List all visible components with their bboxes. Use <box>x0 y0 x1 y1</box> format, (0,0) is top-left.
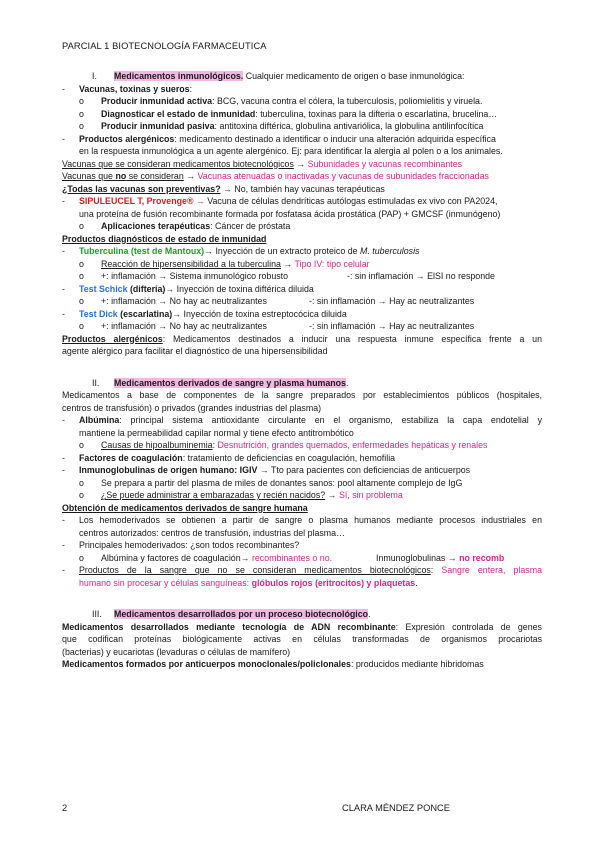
circle-bullet: o <box>79 258 84 269</box>
inmunoglobulinas-answer: no recomb <box>459 552 505 563</box>
tuberculina-text: Inyección de un extracto proteico de <box>215 246 360 256</box>
productos-alergenicos-text-1: : Medicamentos destinados a inducir una respuesta inmune específica frente a un <box>162 333 542 344</box>
vacunas-item <box>62 83 542 96</box>
dick-text: Inyección de toxina estreptocócica diluida <box>183 308 347 319</box>
arrow: → <box>240 552 252 563</box>
inmunidad-pasiva-text: : antitoxina diftérica, globulina antivariólica, la globulina antilinfocítica <box>214 121 484 131</box>
tuberculina-negative: -: sin inflamación → ElSI no responde <box>347 271 495 281</box>
albumina-text-2: mantiene la permeabilidad capilar normal y tiene efecto antitrombótico <box>79 427 354 438</box>
colon: : <box>212 440 218 450</box>
alergenicos-cont <box>62 145 542 158</box>
circle-bullet: o <box>79 440 84 450</box>
obtencion-item-1-cont <box>62 527 542 540</box>
productos-sangre-answer-bold: glóbulos rojos (eritrocitos) y plaquetas <box>251 577 416 588</box>
section-2-desc-text-2: centros de transfusión) o privados (grandes industrias del plasma) <box>62 402 322 413</box>
productos-diag-heading <box>62 233 542 246</box>
ig-sub-1 <box>62 477 542 490</box>
schick-positive: +: inflamación → No hay ac neutralizantes <box>101 296 267 306</box>
inmunidad-activa-text: : BCG, vacuna contra el cólera, la tuberculosis, poliomielitis y viruela. <box>212 96 483 106</box>
arrow: → <box>183 171 198 181</box>
obtencion-text-2: centros autorizados: centros de transfusión, industrias del plasma… <box>79 527 345 538</box>
dot: . <box>415 577 418 588</box>
factores-text: : tratamiento de deficiencias en coagulación, hemofilia <box>182 452 396 463</box>
aplicaciones-text: : Cáncer de próstata <box>210 221 291 231</box>
hipoalbuminemia-item <box>62 439 542 452</box>
section-3-number: III. <box>92 609 102 619</box>
productos-alergenicos-text-2: agente alérgico para facilitar el diagnóstico de una hipersensibilidad <box>62 346 328 356</box>
inmunoglobulinas-label: Inmunoglobulinas de origen humano: IGIV <box>79 465 258 475</box>
obtencion-text-3: Principales hemoderivados: ¿son todos recombinantes? <box>79 540 300 550</box>
dash-bullet: - <box>62 308 65 319</box>
circle-bullet: o <box>79 490 84 500</box>
dash-bullet: - <box>62 83 65 94</box>
vacunas-biotec-question: Vacunas que se consideran medicamentos biotecnológicos <box>62 158 294 169</box>
colon: : <box>430 565 442 575</box>
productos-sangre-item <box>62 564 542 577</box>
obtencion-title: Obtención de medicamentos derivados de sangre humana <box>62 502 308 513</box>
section-2-desc-2 <box>62 402 542 415</box>
inmunidad-activa-label: Producir inmunidad activa <box>101 96 213 106</box>
adn-para-2 <box>62 633 542 646</box>
anticuerpos-para <box>62 658 542 671</box>
productos-sangre-cont <box>62 577 542 590</box>
albumina-label: Albúmina <box>79 415 120 425</box>
dick-positive: +: inflamación → No hay ac neutralizantes <box>101 321 267 331</box>
vacunas-no-answer: Vacunas atenuadas o inactivadas y vacunas de subunidades fraccionadas <box>197 171 489 181</box>
aplicaciones-label: Aplicaciones terapéuticas <box>101 221 211 231</box>
dash-bullet: - <box>62 196 65 206</box>
aplicaciones-item <box>62 220 542 233</box>
diagnosticar-item <box>62 108 542 121</box>
sipuleucel-label: SIPULEUCEL T, Provenge® <box>79 196 194 206</box>
arrow: → <box>220 183 235 194</box>
vacunas-biotec-answer: Subunidades y vacunas recombinantes <box>307 158 463 169</box>
vacunas-no-q-bold: no <box>115 171 127 181</box>
arrow: → <box>193 196 208 206</box>
sipuleucel-item <box>62 195 542 208</box>
schick-label-1: Test <box>79 283 99 294</box>
preventivas-question: ¿Todas las vacunas son preventivas? <box>62 183 221 194</box>
circle-bullet: o <box>79 271 84 281</box>
hipoalbuminemia-answer: Desnutrición, grandes quemados, enfermedades hepáticas y renales <box>217 440 488 450</box>
productos-alergenicos-label: Productos alergénicos <box>62 333 163 344</box>
productos-alergenicos-para <box>62 333 542 346</box>
circle-bullet: o <box>79 296 84 306</box>
albumina-item <box>62 414 542 427</box>
dick-label-3: (escarlatina) <box>117 308 173 319</box>
schick-text: Inyección de toxina diftérica diluida <box>176 283 314 294</box>
vacunas-colon: : <box>189 83 193 94</box>
tuberculina-item <box>62 245 542 258</box>
circle-bullet: o <box>79 321 84 331</box>
tuberculina-positive: +: inflamación → Sistema inmunológico robusto <box>101 271 289 281</box>
circle-bullet: o <box>79 552 84 563</box>
inmunoglobulinas-item <box>62 464 542 477</box>
adn-text-2: que codifican proteínas biológicamente activas en células transformadas de organismos procariotas <box>62 634 542 644</box>
dash-bullet: - <box>62 540 65 550</box>
arrow: → <box>325 490 339 500</box>
dick-negative: -: sin inflamación → Hay ac neutralizantes <box>309 321 475 331</box>
dick-label-2: Dick <box>98 308 118 319</box>
preventivas-answer: No, también hay vacunas terapéuticas <box>234 183 385 194</box>
schick-negative: -: sin inflamación → Hay ac neutralizantes <box>309 296 475 306</box>
ig-sub-2-answer: Sí, sin problema <box>338 490 403 500</box>
obtencion-item-2 <box>62 539 542 552</box>
alergenicos-label: Productos alergénicos <box>79 133 175 144</box>
schick-label-3: (difteria) <box>127 283 166 294</box>
page-header: PARCIAL 1 BIOTECNOLOGÍA FARMACEUTICA <box>62 41 267 51</box>
factores-item <box>62 452 542 465</box>
dash-bullet: - <box>62 465 65 475</box>
alergenicos-text-2: en la respuesta inmunológica a un agente alergénico. Ej: para identificar la alergia al polen o a los animales. <box>79 146 503 156</box>
ig-sub-2-question: ¿Se puede administrar a embarazadas y recién nacidos? <box>101 490 326 500</box>
sipuleucel-cont <box>62 208 542 221</box>
tuberculina-label: Tuberculina (test de Mantoux) <box>79 246 205 256</box>
arrow: → <box>204 246 216 256</box>
adn-label: Medicamentos desarrollados mediante tecnología de ADN recombinante <box>62 621 396 632</box>
adn-text-3: (bacterias) y eucariotas (levaduras o células de mamífero) <box>62 646 291 657</box>
anticuerpos-label: Medicamentos formados por anticuerpos monoclonales/policlonales <box>62 659 351 669</box>
sipuleucel-text-1: Vacuna de células dendríticas autólogas estimuladas ex vivo con PA2024, <box>207 196 498 206</box>
productos-sangre-answer-2: humano sin procesar y células sanguíneas: <box>79 577 252 588</box>
reaccion-question: Reacción de hipersensibilidad a la tuberculina <box>101 258 281 269</box>
albumina-factores-answer: recombinantes o no. <box>251 552 333 563</box>
section-1-number: I. <box>92 71 97 81</box>
dash-bullet: - <box>62 452 65 463</box>
diagnosticar-label: Diagnosticar el estado de inmunidad <box>101 108 256 119</box>
vacunas-no-q2: se consideran <box>126 171 184 181</box>
circle-bullet: o <box>79 96 84 106</box>
arrow: → <box>280 258 295 269</box>
albumina-cont <box>62 427 542 440</box>
diagnosticar-text: : tuberculina, toxinas para la difteria o escarlatina, brucelina… <box>255 108 498 119</box>
section-2-desc-text-1: Medicamentos a base de componentes de la sangre preparados por establecimientos públicos (hospitales, <box>62 390 542 400</box>
tuberculina-result-item <box>62 270 542 283</box>
section-3-dot: . <box>368 609 371 619</box>
document-body <box>62 70 542 671</box>
inmunoglobulinas-text: Tto para pacientes con deficiencias de anticuerpos <box>270 465 471 475</box>
schick-label-2: Schick <box>98 283 128 294</box>
dash-bullet: - <box>62 133 65 144</box>
alergenicos-item <box>62 133 542 146</box>
anticuerpos-text: : producidos mediante hibridomas <box>350 659 484 669</box>
section-3-heading <box>62 608 542 621</box>
section-2-dot: . <box>345 377 349 388</box>
productos-alergenicos-cont <box>62 345 542 358</box>
inmunidad-pasiva-item <box>62 120 542 133</box>
hipoalbuminemia-question: Causas de hipoalbuminemia <box>101 440 213 450</box>
albumina-factores: Albúmina y factores de coagulación <box>101 552 241 563</box>
circle-bullet: o <box>79 121 84 131</box>
vacunas-no-q1: Vacunas que <box>62 171 116 181</box>
section-2-number: II. <box>92 377 100 388</box>
circle-bullet: o <box>79 221 84 231</box>
obtencion-sub <box>62 552 542 565</box>
section-1-desc: Cualquier medicamento de origen o base inmunológica: <box>243 71 465 81</box>
arrow: → <box>257 465 271 475</box>
dash-bullet: - <box>62 246 65 256</box>
reaccion-item <box>62 258 542 271</box>
section-1-title: Medicamentos inmunológicos. <box>114 71 244 81</box>
arrow: → <box>165 283 177 294</box>
productos-sangre-question: Productos de la sangre que no se consideran medicamentos biotecnológicos <box>79 565 431 575</box>
ig-sub-1-text: Se prepara a partir del plasma de miles de donantes sanos: pool altamente complejo de IgG <box>101 477 463 488</box>
adn-text-1: : Expresión controlada de genes <box>395 621 542 632</box>
dick-result-item <box>62 320 542 333</box>
obtencion-item-1 <box>62 514 542 527</box>
dick-item <box>62 308 542 321</box>
arrow: → <box>445 552 460 563</box>
dash-bullet: - <box>62 415 65 425</box>
schick-item <box>62 283 542 296</box>
dash-bullet: - <box>62 515 65 525</box>
circle-bullet: o <box>79 477 84 488</box>
section-1-heading <box>62 70 542 83</box>
preventivas-line <box>62 183 542 196</box>
author-name: CLARA MÉNDEZ PONCE <box>342 803 450 813</box>
schick-result-item <box>62 295 542 308</box>
tuberculina-species: M. tuberculosis <box>360 246 420 256</box>
vacunas-biotec-line <box>62 158 542 171</box>
productos-sangre-answer-1: Sangre entera, plasma <box>441 565 542 575</box>
alergenicos-text-1: : medicamento destinado a identificar o inducir una alteración adquirida específica <box>174 133 496 144</box>
obtencion-text-1: Los hemoderivados se obtienen a partir de sangre o plasma humanos mediante procesos industriales en <box>79 515 542 525</box>
section-2-heading <box>62 377 542 390</box>
sipuleucel-text-2: una proteína de fusión recombinante formada por fosfatasa ácida prostática (PAP) + GMCSF (inmunógeno) <box>79 208 501 219</box>
vacunas-title: Vacunas, toxinas y sueros <box>79 83 190 94</box>
page-number: 2 <box>62 803 68 813</box>
inmunidad-activa-item <box>62 95 542 108</box>
arrow: → <box>293 158 308 169</box>
inmunoglobulinas-short: Inmunoglobulinas <box>376 552 446 563</box>
inmunidad-pasiva-label: Producir inmunidad pasiva <box>101 121 215 131</box>
ig-sub-2 <box>62 489 542 502</box>
reaccion-answer: Tipo IV: tipo celular <box>294 258 370 269</box>
adn-para-3 <box>62 646 542 659</box>
vacunas-no-line <box>62 170 542 183</box>
factores-label: Factores de coagulación <box>79 452 183 463</box>
productos-diag-title: Productos diagnósticos de estado de inmunidad <box>62 233 267 244</box>
section-2-desc-1 <box>62 389 542 402</box>
section-2-title: Medicamentos derivados de sangre y plasma humanos <box>114 377 346 388</box>
dick-label-1: Test <box>79 308 99 319</box>
arrow: → <box>172 308 184 319</box>
obtencion-heading <box>62 502 542 515</box>
adn-para-1 <box>62 621 542 634</box>
section-3-title: Medicamentos desarrollados por un proceso biotecnológico <box>114 609 369 619</box>
circle-bullet: o <box>79 108 84 119</box>
dash-bullet: - <box>62 565 65 575</box>
dash-bullet: - <box>62 283 65 294</box>
albumina-text-1: : principal sistema antioxidante circulante en el organismo, estabiliza la capa endotelial y <box>119 415 542 425</box>
